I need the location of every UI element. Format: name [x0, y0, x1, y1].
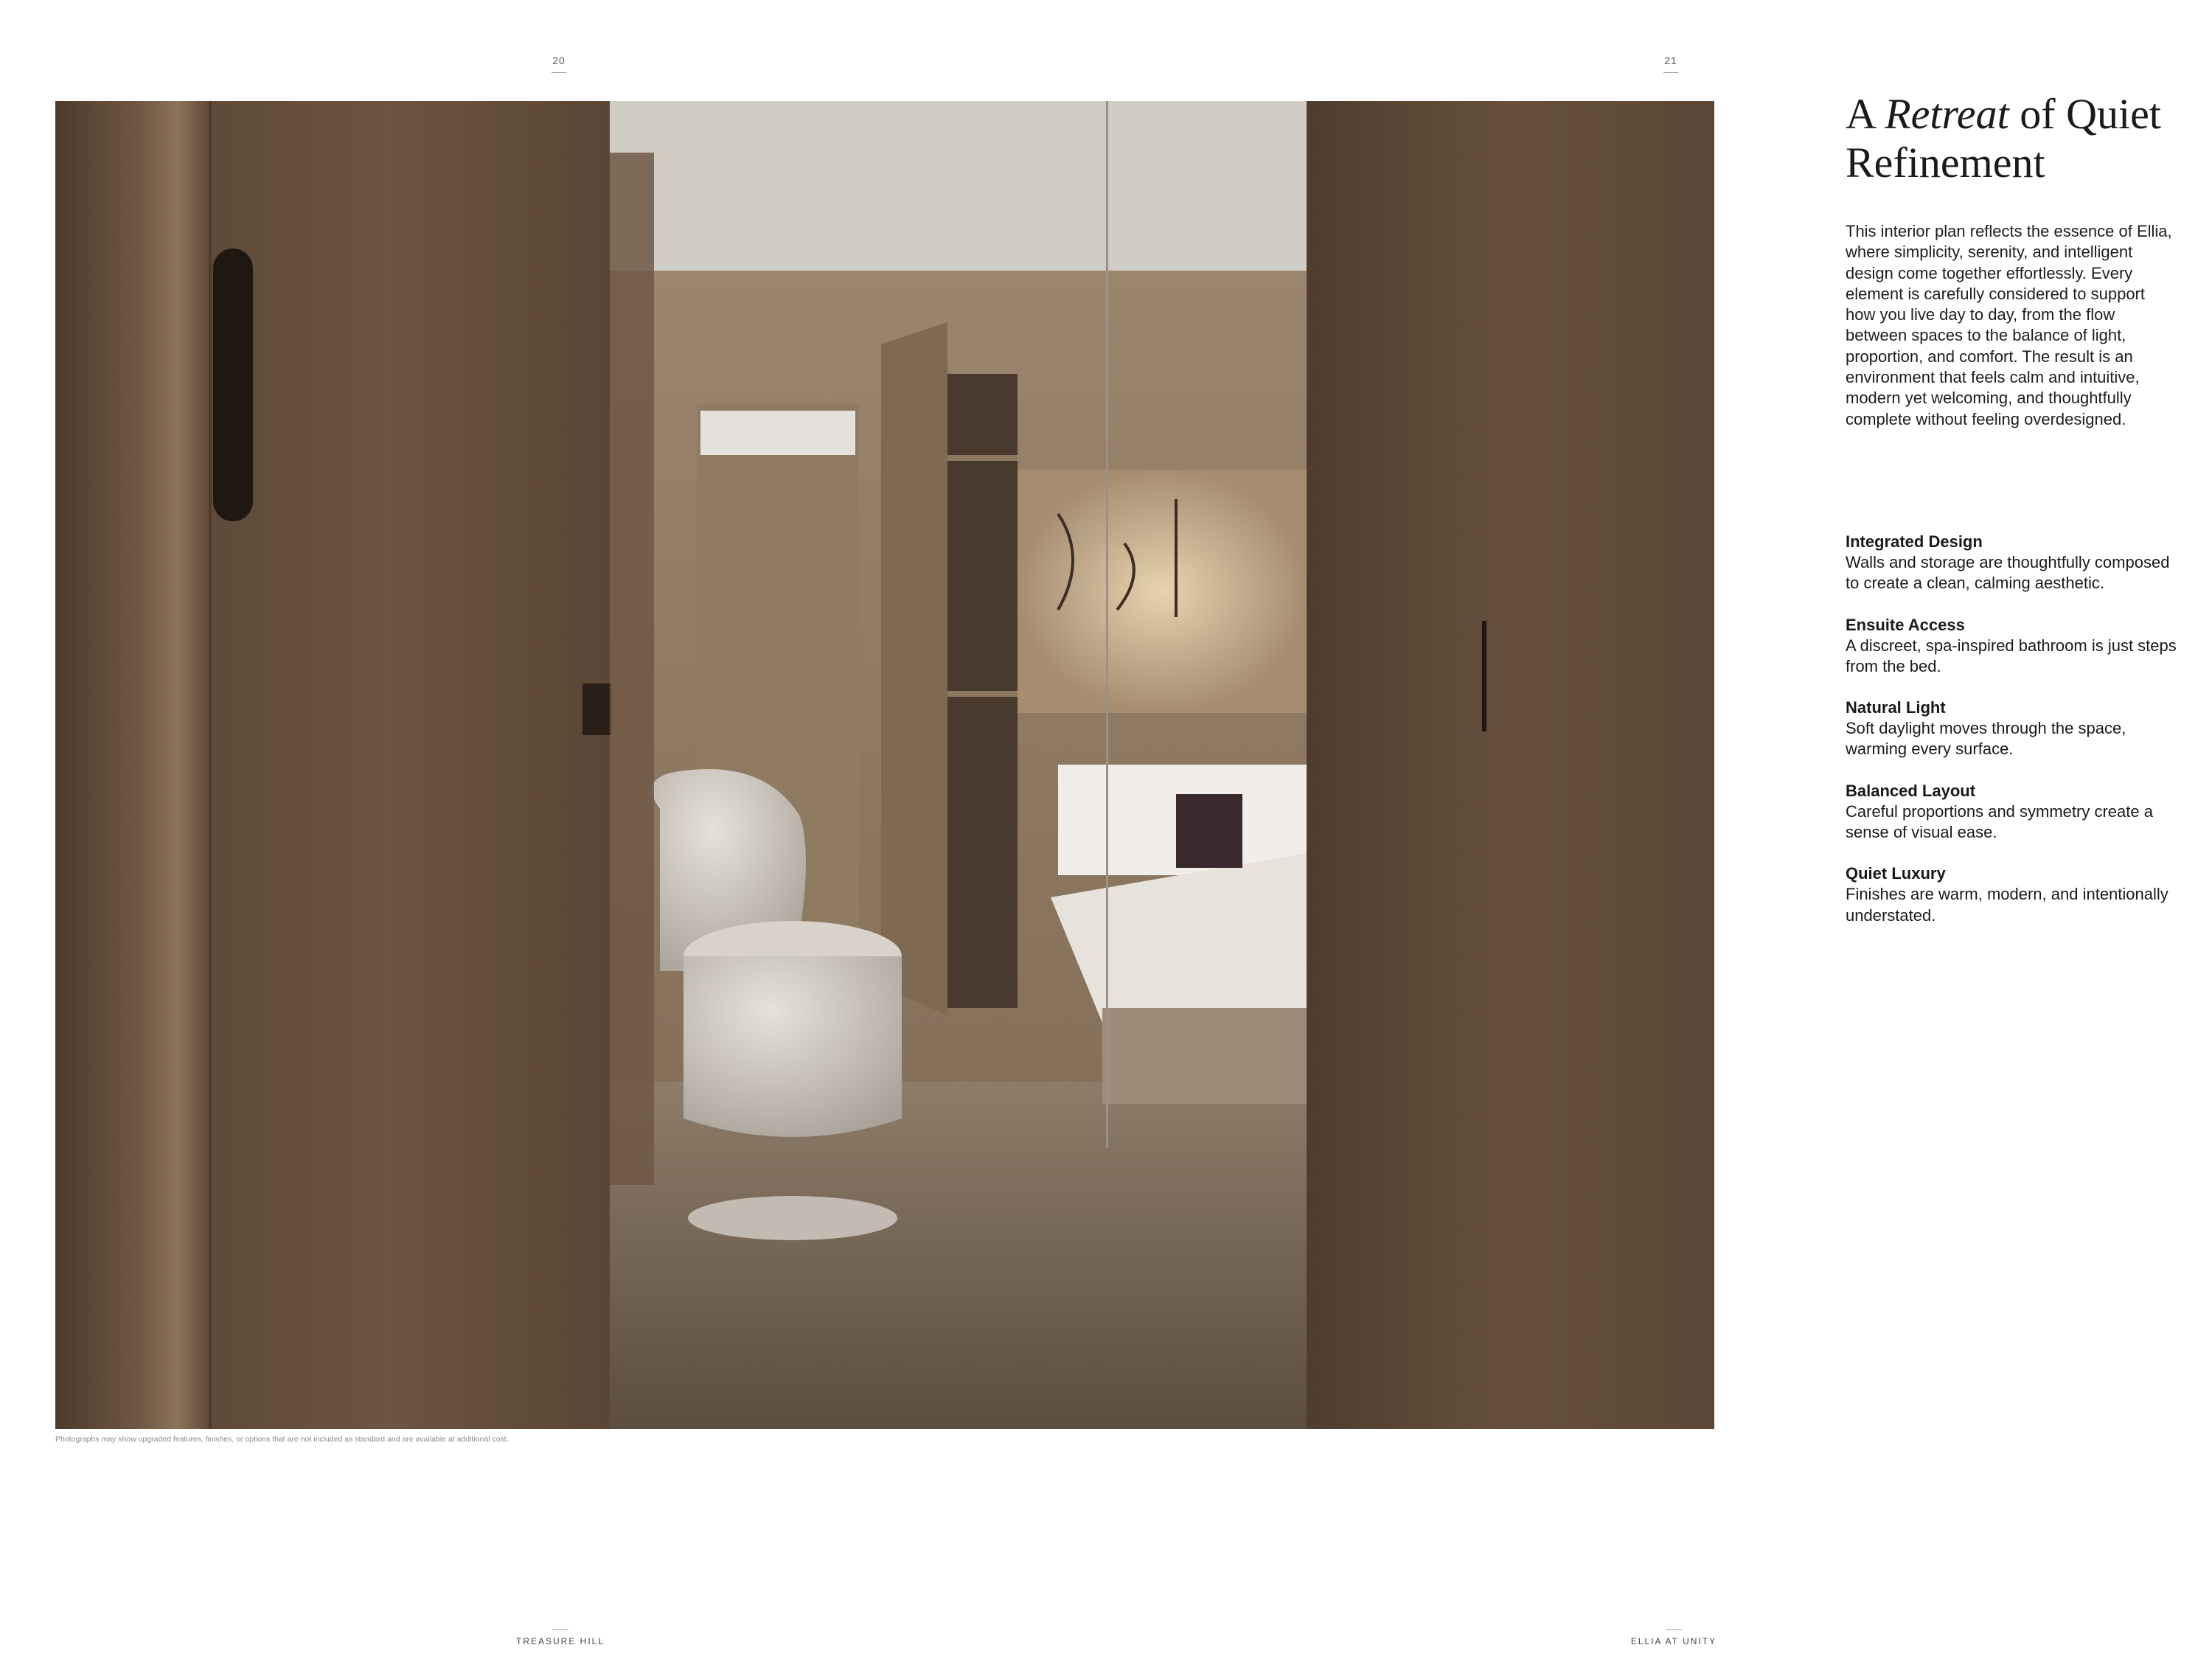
feature-description: Finishes are warm, modern, and intentionally understated. [1846, 885, 2168, 925]
feature-description: Walls and storage are thoughtfully composed to create a clean, calming aesthetic. [1846, 553, 2170, 593]
photo-disclaimer: Photographs may show upgraded features, finishes, or options that are not included as standard and are available at additional cost. [55, 1435, 509, 1444]
list-item [1846, 532, 2177, 594]
bedroom-interior-illustration [55, 101, 1714, 1429]
footer-label-left: TREASURE HILL [501, 1630, 619, 1646]
feature-title: Quiet Luxury [1846, 864, 1946, 883]
page-number-left: 20 [537, 55, 581, 73]
page-number-right: 21 [1649, 55, 1693, 73]
list-item [1846, 863, 2177, 926]
footer-label-right: ELLIA AT UNITY [1607, 1630, 1740, 1646]
list-item [1846, 615, 2177, 678]
feature-description: Careful proportions and symmetry create a sense of visual ease. [1846, 801, 2153, 842]
feature-title: Natural Light [1846, 698, 1946, 717]
list-item [1846, 781, 2177, 844]
intro-paragraph: This interior plan reflects the essence of Ellia, where simplicity, serenity, and intelligent design come together effortlessly. Every element is carefully considered to support how you live day to day, from the flow between spaces to the balance of light, proportion, and comfort. The result is an environment that feels calm and intuitive, modern yet welcoming, and thoughtfully complete without feeling overdesigned. [1846, 222, 2172, 428]
feature-title: Ensuite Access [1846, 615, 1965, 634]
feature-description: A discreet, spa-inspired bathroom is just steps from the bed. [1846, 636, 2177, 675]
feature-description: Soft daylight moves through the space, warming every surface. [1846, 719, 2126, 759]
feature-list [1846, 532, 2177, 947]
interior-photo [55, 101, 1714, 1429]
feature-title: Balanced Layout [1846, 781, 1976, 800]
feature-title: Integrated Design [1846, 532, 1983, 551]
page-title: A Retreat of Quiet Refinement [1846, 90, 2161, 187]
list-item [1846, 698, 2177, 760]
